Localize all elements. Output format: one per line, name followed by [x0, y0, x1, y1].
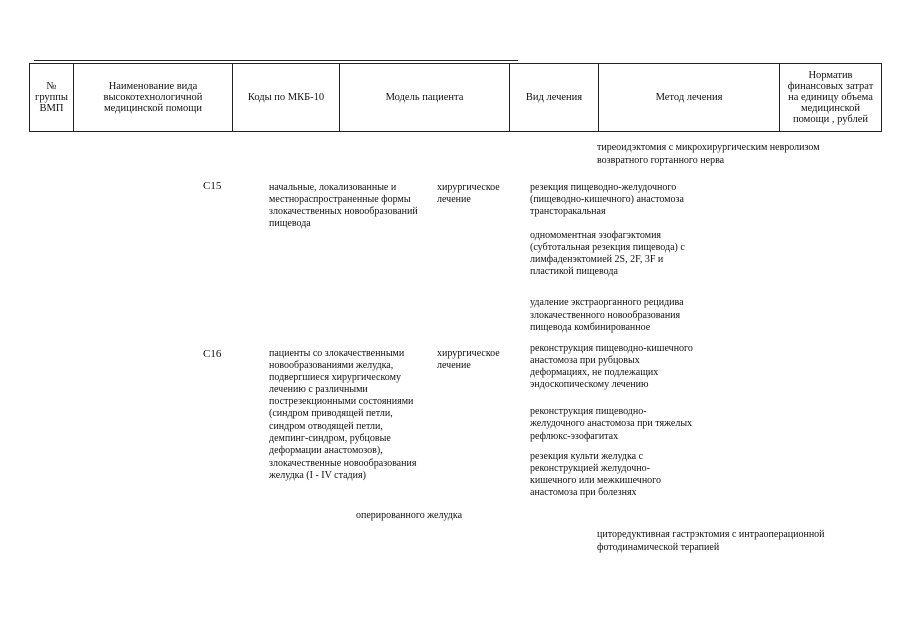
icd-code-c16: C16	[203, 348, 222, 360]
c15-method-2-line-1: одномоментная эзофагэктомия	[530, 230, 662, 241]
header-patient-model: Модель пациента	[340, 64, 510, 132]
c15-treatment-line-2: лечение	[437, 194, 471, 205]
c16-model-line-11: желудка (I - IV стадия)	[269, 470, 366, 481]
header-icd-codes: Коды по МКБ-10	[233, 64, 340, 132]
c16-method-2-line-1: реконструкция пищеводно-	[530, 406, 647, 417]
header-group-number: № группы ВМП	[30, 64, 74, 132]
c16-model-line-4: лечению с различными	[269, 384, 368, 395]
c15-method-2-line-3: лимфаденэктомией 2S, 2F, 3F и	[530, 254, 664, 265]
c15-model-line-3: злокачественных новообразований	[269, 206, 418, 217]
c16-model-line-10: злокачественные новообразования	[269, 458, 417, 469]
c15-model-line-4: пищевода	[269, 218, 311, 229]
c15-method-3-line-3: пищевода комбинированное	[530, 322, 651, 333]
c15-method-2-line-4: пластикой пищевода	[530, 266, 618, 277]
icd-code-c15: C15	[203, 180, 222, 192]
c16-model-line-2: новообразованиями желудка,	[269, 360, 394, 371]
c16-method-3-line-4: анастомоза при болезнях	[530, 487, 637, 498]
c15-method-3-line-1: удаление экстраорганного рецидива	[530, 297, 684, 308]
header-treatment-type: Вид лечения	[510, 64, 599, 132]
c16-model-line-1: пациенты со злокачественными	[269, 348, 405, 359]
carryover-bottom-line-1: циторедуктивная гастрэктомия с интраоперационной	[597, 529, 825, 540]
header-cost-norm: Норматив финансовых затрат на единицу объема медицинской помощи , рублей	[780, 64, 882, 132]
c16-method-1-line-1: реконструкция пищеводно-кишечного	[530, 343, 693, 354]
c16-model-line-7: синдром отводящей петли,	[269, 421, 383, 432]
c16-model-line-6: (синдром приводящей петли,	[269, 408, 393, 419]
c16-method-3-line-3: кишечного или межкишечного	[530, 475, 662, 486]
c16-method-1-line-3: деформациях, не подлежащих	[530, 367, 659, 378]
c16-method-2-line-3: рефлюкс-эзофагитах	[530, 431, 619, 442]
c16-method-3-line-2: реконструкцией желудочно-	[530, 463, 650, 474]
c16-treatment-line-2: лечение	[437, 360, 471, 371]
carryover-top-line-2: возвратного гортанного нерва	[597, 155, 725, 166]
c15-method-3-line-2: злокачественного новообразования	[530, 310, 681, 321]
c15-method-1-line-2: (пищеводно-кишечного) анастомоза	[530, 194, 684, 205]
c16-method-1-line-2: анастомоза при рубцовых	[530, 355, 640, 366]
top-rule	[34, 60, 518, 61]
c16-model-line-3: подвергшиеся хирургическому	[269, 372, 401, 383]
c15-method-1-line-1: резекция пищеводно-желудочного	[530, 182, 677, 193]
continuation-text: оперированного желудка	[356, 510, 463, 521]
c15-model-line-2: местнораспространенные формы	[269, 194, 411, 205]
c16-treatment-line-1: хирургическое	[437, 348, 500, 359]
c16-model-line-8: демпинг-синдром, рубцовые	[269, 433, 391, 444]
c16-method-1-line-4: эндоскопическому лечению	[530, 379, 649, 390]
c16-method-3-line-1: резекция культи желудка с	[530, 451, 644, 462]
header-service-name: Наименование вида высокотехнологичной медицинской помощи	[74, 64, 233, 132]
header-treatment-method: Метод лечения	[599, 64, 780, 132]
carryover-top-line-1: тиреоидэктомия с микрохирургическим невролизом	[597, 142, 820, 153]
c16-model-line-9: деформации анастомозов),	[269, 445, 383, 456]
c16-method-2-line-2: желудочного анастомоза при тяжелых	[530, 418, 693, 429]
c15-method-2-line-2: (субтотальная резекция пищевода) с	[530, 242, 685, 253]
c15-treatment-line-1: хирургическое	[437, 182, 500, 193]
header-table	[29, 63, 882, 132]
c16-model-line-5: пострезекционными состояниями	[269, 396, 414, 407]
carryover-bottom-line-2: фотодинамической терапией	[597, 542, 720, 553]
c15-method-1-line-3: трансторакальная	[530, 206, 606, 217]
header-row	[30, 64, 882, 132]
c15-model-line-1: начальные, локализованные и	[269, 182, 397, 193]
